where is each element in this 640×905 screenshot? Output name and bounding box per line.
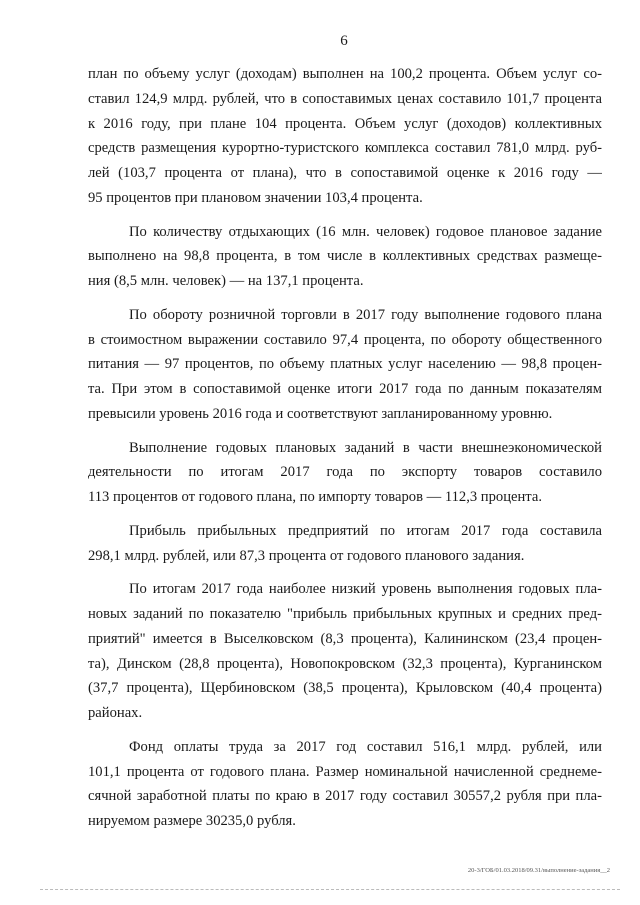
text-line: По количеству отдыхающих (16 млн. человек) годовое плановое задание: [129, 223, 602, 240]
text-line: (37,7 процента), Щербиновском (38,5 процента), Крыловском (40,4 процента): [88, 680, 602, 697]
paragraph: [88, 735, 602, 834]
text-line: нируемом размере 30235,0 рубля.: [88, 813, 296, 830]
text-line: ния (8,5 млн. человек) — на 137,1 процента.: [88, 273, 364, 290]
paragraph: [88, 62, 602, 211]
text-line: 101,1 процента от годового плана. Размер номинальной начисленной среднеме-: [88, 763, 602, 780]
text-line: превысили уровень 2016 года и соответствуют запланированному уровню.: [88, 405, 553, 422]
paragraph-gap: [88, 568, 602, 577]
text-line: средств размещения курортно-туристского комплекса составил 781,0 млрд. руб-: [88, 140, 602, 157]
page-number: 6: [340, 33, 348, 49]
paragraph-gap: [88, 510, 602, 519]
text-line: лей (103,7 процента от плана), что в сопоставимой оценке к 2016 году —: [88, 165, 602, 182]
text-line: районах.: [88, 705, 143, 722]
bottom-rule: [40, 889, 620, 890]
text-line: план по объему услуг (доходам) выполнен на 100,2 процента. Объем услуг со-: [88, 66, 602, 82]
text-line: та), Динском (28,8 процента), Новопокровском (32,3 процента), Курганинском: [88, 655, 602, 672]
paragraph-gap: [88, 726, 602, 735]
paragraph: [88, 577, 602, 726]
text-line: к 2016 году, при плане 104 процента. Объем услуг (доходов) коллективных: [88, 115, 602, 132]
text-line: Выполнение годовых плановых заданий в части внешнеэкономической: [129, 439, 602, 456]
text-line: приятий" имеется в Выселковском (8,3 процента), Калининском (23,4 процен-: [88, 630, 602, 647]
text-line: Фонд оплаты труда за 2017 год составил 516,1 млрд. рублей, или: [129, 738, 602, 755]
paragraph: [88, 303, 602, 427]
text-line: та. При этом в сопоставимой оценке итоги 2017 года по данным показателям: [88, 381, 602, 398]
text-line: сячной заработной платы по краю в 2017 году составил 30557,2 рубля при пла-: [88, 788, 602, 805]
paragraph: [88, 436, 602, 510]
paragraph-gap: [88, 294, 602, 303]
paragraph: [88, 519, 602, 569]
footer-reference: 20-3/ГОБ/01.03.2018/09.31/выполнение-задания__2: [467, 867, 610, 874]
text-line: в стоимостном выражении составило 97,4 процента, по обороту общественного: [88, 331, 602, 348]
text-line: По обороту розничной торговли в 2017 году выполнение годового плана: [129, 306, 602, 323]
text-line: По итогам 2017 года наиболее низкий уровень выполнения годовых пла-: [129, 581, 602, 598]
text-line: 298,1 млрд. рублей, или 87,3 процента от годового планового задания.: [88, 547, 525, 564]
text-line: ставил 124,9 млрд. рублей, что в сопоставимых ценах составило 101,7 процента: [88, 90, 602, 107]
paragraph-gap: [88, 427, 602, 436]
text-line: 113 процентов от годового плана, по импорту товаров — 112,3 процента.: [88, 489, 542, 506]
text-line: новых заданий по показателю "прибыль прибыльных крупных и средних пред-: [88, 605, 602, 622]
paragraph: [88, 220, 602, 294]
text-line: деятельности по итогам 2017 года по экспорту товаров составило: [88, 464, 602, 481]
text-line: питания — 97 процентов, по объему платных услуг населению — 98,8 процен-: [88, 356, 602, 373]
text-line: Прибыль прибыльных предприятий по итогам 2017 года составила: [129, 522, 602, 539]
paragraph-gap: [88, 211, 602, 220]
document-body: [88, 62, 602, 834]
text-line: 95 процентов при плановом значении 103,4 процента.: [88, 189, 423, 206]
text-line: выполнено на 98,8 процента, в том числе в коллективных средствах размеще-: [88, 248, 602, 265]
